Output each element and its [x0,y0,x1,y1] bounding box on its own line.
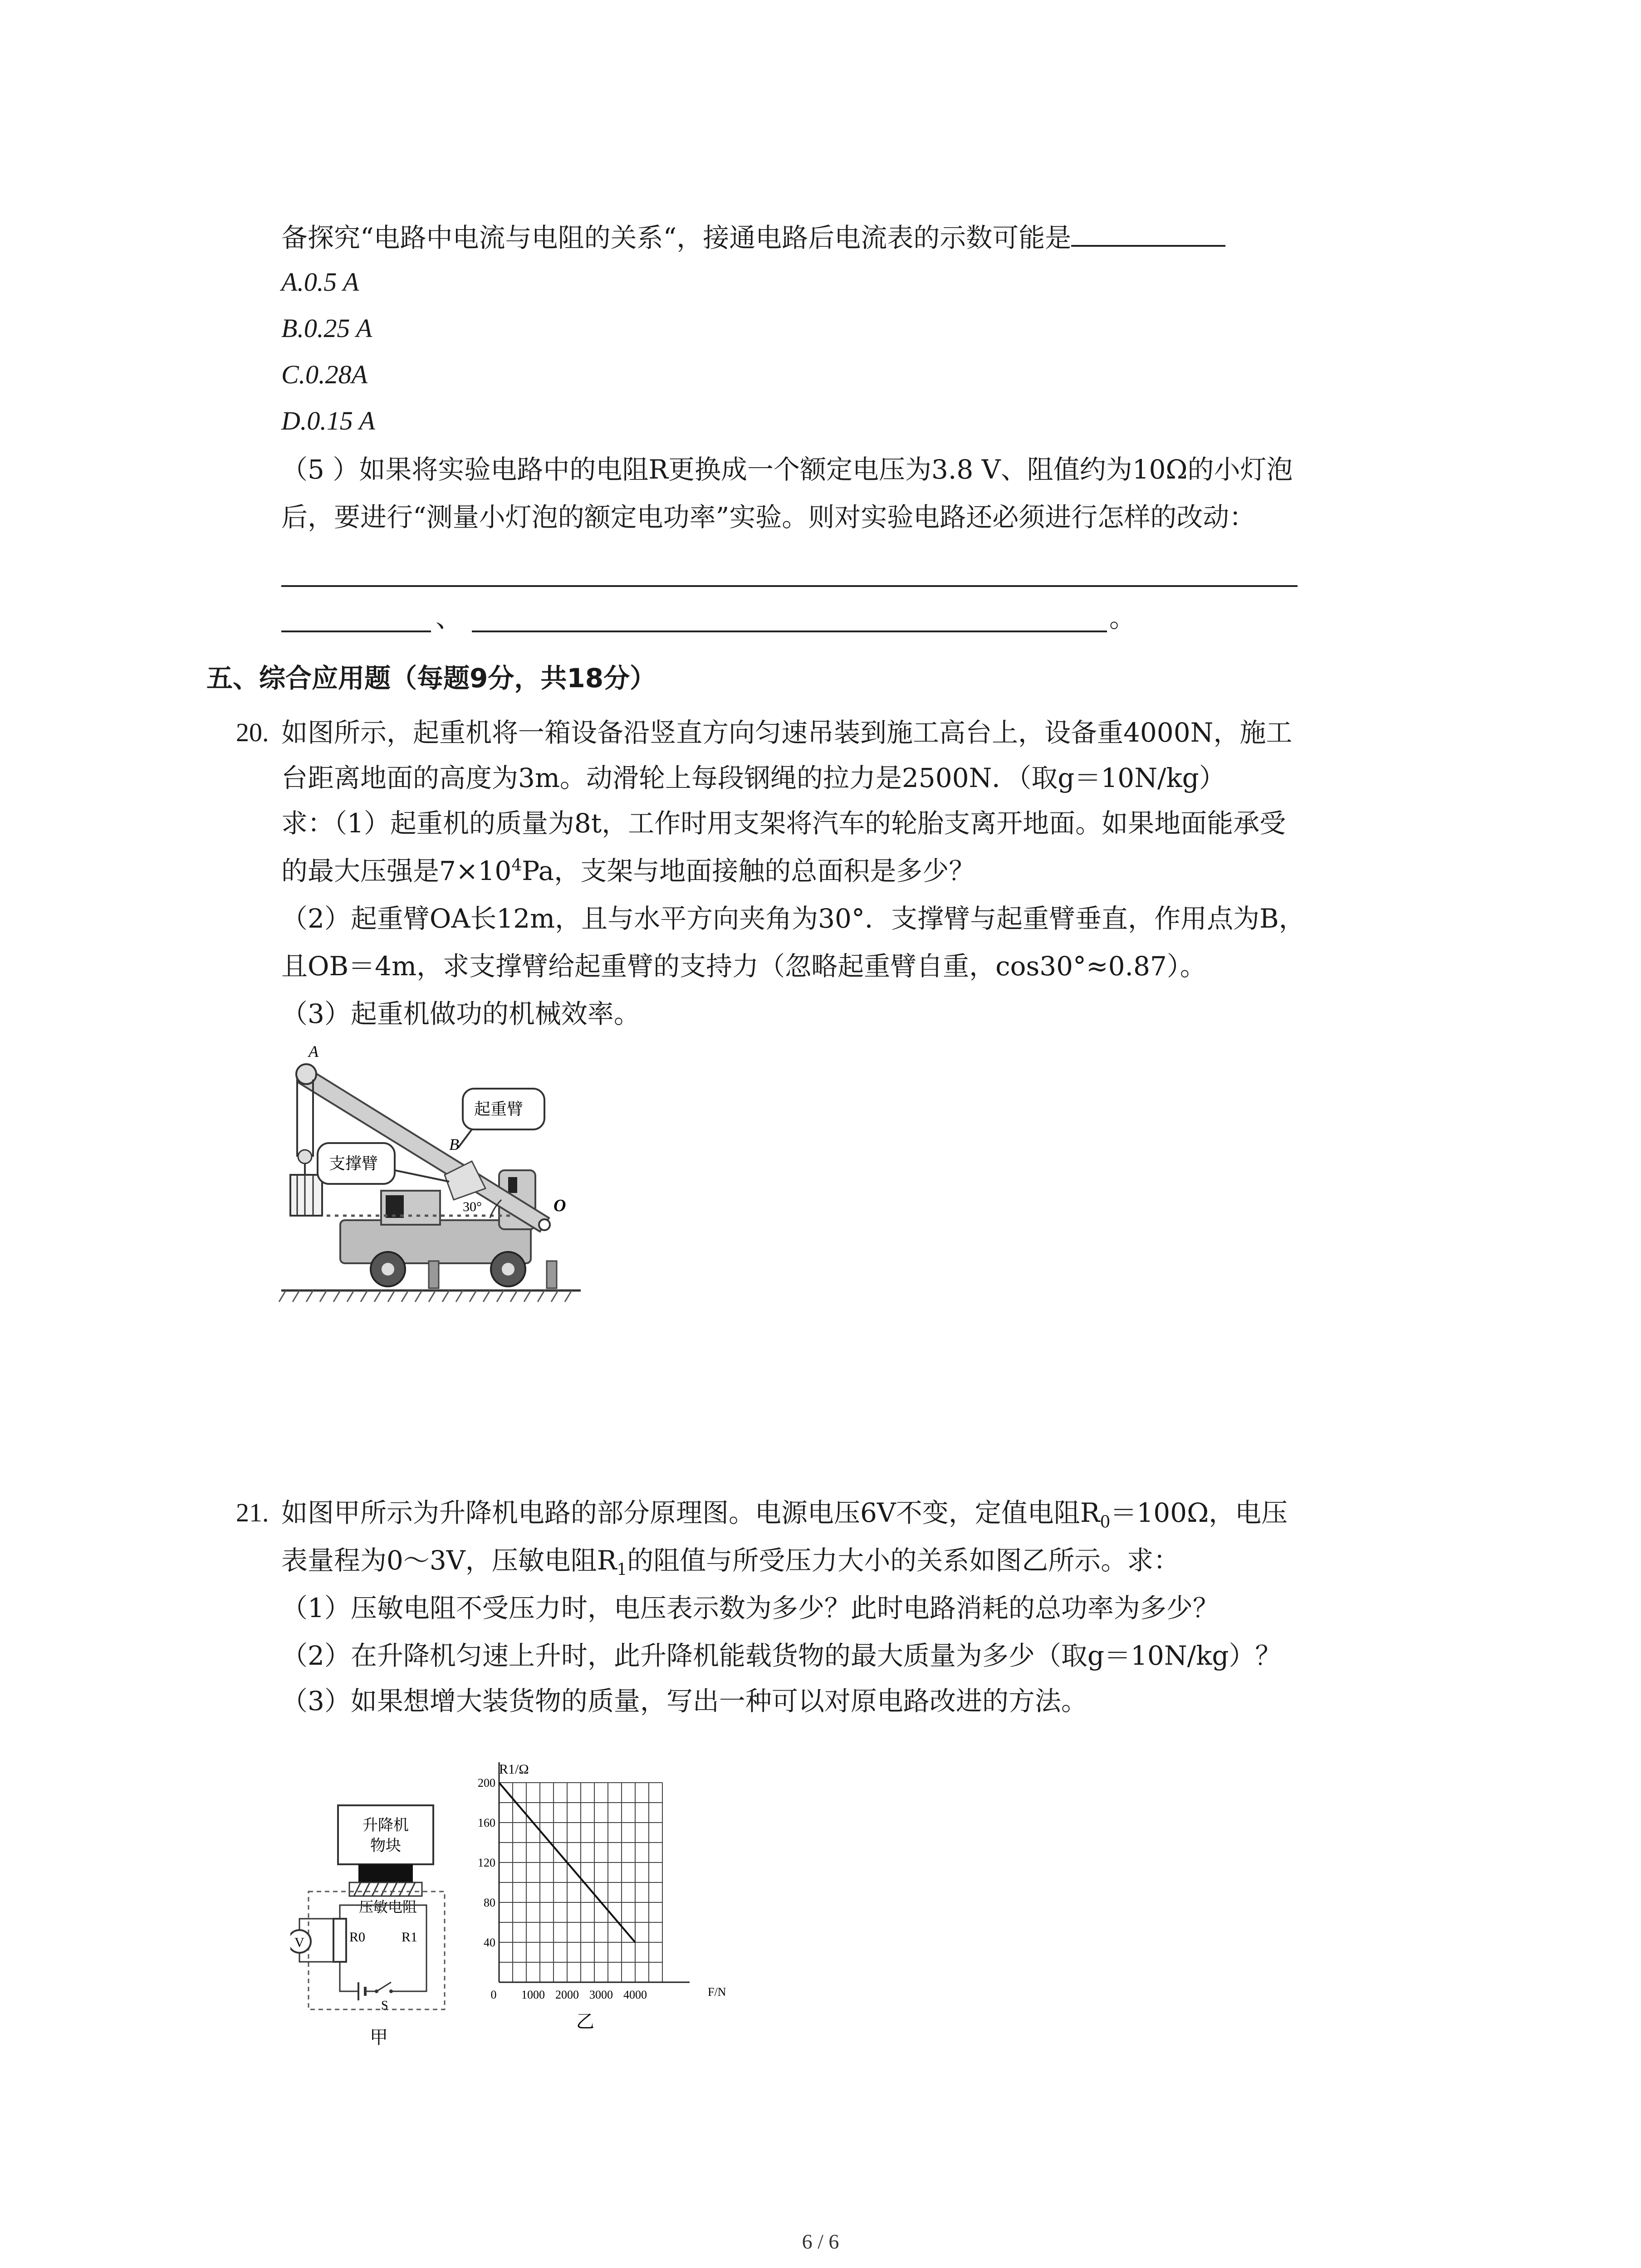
q20-line2: 台距离地面的高度为3m。动滑轮上每段钢绳的拉力是2500N．（取g＝10N/kg） [281,763,1225,793]
q19-answer-line-2b [472,631,1107,632]
q20-line6: 且OB＝4m，求支撑臂给起重臂的支持力（忽略起重臂自重，cos30°≈0.87）。 [281,951,1206,982]
q19-option-a: A.0.5 A [281,267,359,297]
q20-line5: （2）起重臂OA长12m，且与水平方向夹角为30°．支撑臂与起重臂垂直，作用点为B， [281,903,1305,934]
y-tick-label: 200 [478,1776,495,1789]
chart-ylabel: R1/Ω [499,1762,529,1777]
y-tick-label: 120 [478,1856,495,1869]
q19-sub5-line2: 后，要进行“测量小灯泡的额定电功率”实验。则对实验电路还必须进行怎样的改动： [281,502,1256,533]
q19-end-mark: 。 [1109,602,1136,633]
crane-figure [272,1039,590,1311]
pressure-resistor-label: 压敏电阻 [358,1898,417,1916]
boom-callout-label: 起重臂 [474,1100,524,1119]
q19-answer-line-2a [281,631,431,632]
chart-xlabel: F/N [708,1985,726,1999]
q21-line2-a: 表量程为0～3V，压敏电阻R [281,1545,617,1576]
crane-label-o: O [554,1196,566,1215]
resistance-force-chart [472,1751,744,2041]
x-tick-label: 4000 [623,1988,647,2001]
q20-exponent: 4 [511,856,522,875]
q21-line1-b: ＝100Ω，电压 [1110,1497,1288,1528]
q20-line4-a: 的最大压强是7×10 [281,855,512,886]
q21-line4: （2）在升降机匀速上升时，此升降机能载货物的最大质量为多少（取g＝10N/kg）？ [281,1640,1282,1671]
lift-block [338,1805,433,1864]
q19-option-d: D.0.15 A [281,406,375,435]
q19-line1 [281,218,1225,256]
q21-number: 21. [236,1498,269,1527]
q21-line1-a: 如图甲所示为升降机电路的部分原理图。电源电压6V不变，定值电阻R [281,1497,1100,1528]
q21-line2 [281,1542,1180,1579]
q20-line4 [281,853,975,889]
section-title: 五、综合应用题（每题9分，共18分） [206,663,656,694]
q19-answer-line-1 [281,585,1298,587]
q20-number: 20. [236,718,269,747]
angle-label: 30° [463,1199,482,1214]
q19-option-c: C.0.28A [281,360,368,389]
q20-line7: （3）起重机做功的机械效率。 [281,998,640,1029]
lift-block-label-1: 升降机 [362,1816,409,1834]
crane-label-b: B [449,1135,459,1154]
q20-line1: 如图所示，起重机将一箱设备沿竖直方向匀速吊装到施工高台上，设备重4000N，施工 [281,717,1293,748]
q20-line3: 求：（1）起重机的质量为8t，工作时用支架将汽车的轮胎支离开地面。如果地面能承受 [281,808,1286,839]
lift-block-label-2: 物块 [370,1837,401,1855]
q21-r0-sub: 0 [1100,1513,1111,1532]
circuit-figure [290,1796,454,2050]
x-tick-label: 1000 [521,1988,545,2001]
switch-label: S [381,1999,388,2013]
x-tick-label: 3000 [589,1988,613,2001]
r0-label: R0 [349,1930,366,1945]
q19-sub5-line1: （5 ）如果将实验电路中的电阻R更换成一个额定电压为3.8 V、阻值约为10Ω的小灯泡 [281,454,1293,485]
figure-yi-caption: 乙 [576,2011,594,2032]
x-tick-label: 0 [490,1988,497,2001]
q20-line4-b: Pa，支架与地面接触的总面积是多少？ [522,855,975,886]
y-tick-label: 80 [484,1896,495,1909]
q19-line1-text: 备探究“电路中电流与电阻的关系“，接通电路后电流表的示数可能是 [281,222,1072,253]
voltmeter-label: V [294,1935,304,1950]
page-footer: 6 / 6 [802,2230,839,2253]
figure-jia-caption: 甲 [370,2027,388,2048]
q21-line2-b: 的阻值与所受压力大小的关系如图乙所示。求： [627,1545,1180,1576]
q19-separator: 、 [436,602,462,633]
y-tick-label: 160 [478,1816,495,1829]
support-callout-label: 支撑臂 [329,1154,378,1173]
q19-answer-blank [1071,218,1225,247]
q21-line1 [281,1495,1288,1531]
x-tick-label: 2000 [555,1988,579,2001]
y-tick-label: 40 [484,1936,495,1949]
q21-r1-sub: 1 [617,1560,627,1579]
crane-label-a: A [309,1042,318,1061]
q19-option-b: B.0.25 A [281,313,372,343]
r1-label: R1 [402,1930,418,1945]
q21-line3: （1）压敏电阻不受压力时，电压表示数为多少？此时电路消耗的总功率为多少？ [281,1593,1219,1623]
q21-line5: （3）如果想增大装货物的质量，写出一种可以对原电路改进的方法。 [281,1686,1087,1716]
